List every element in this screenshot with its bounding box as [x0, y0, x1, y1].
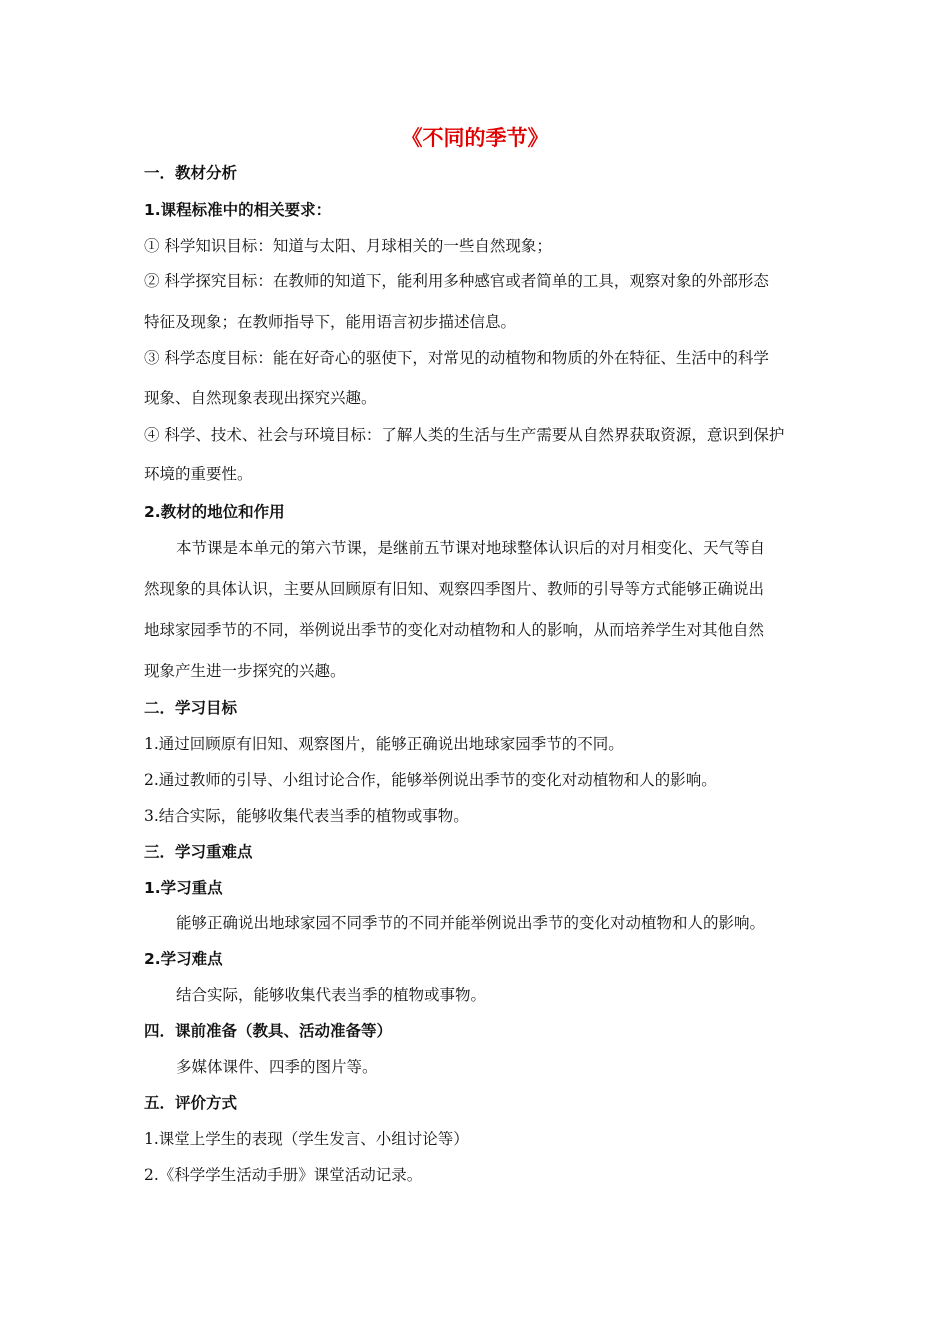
section-heading-key-points: 三．学习重难点 [144, 843, 253, 861]
subheading-material-role: 2.教材的地位和作用 [144, 503, 285, 521]
requirement-line: 特征及现象；在教师指导下，能用语言初步描述信息。 [144, 313, 517, 331]
requirement-line: ② 科学探究目标：在教师的知道下，能利用多种感官或者简单的工具，观察对象的外部形态 [144, 272, 769, 290]
requirement-line: ③ 科学态度目标：能在好奇心的驱使下，对常见的动植物和物质的外在特征、生活中的科学 [144, 349, 769, 367]
requirement-line: 环境的重要性。 [144, 465, 253, 483]
paragraph-line: 现象产生进一步探究的兴趣。 [144, 662, 346, 680]
subheading-curriculum-requirements: 1.课程标准中的相关要求： [144, 201, 332, 219]
requirement-line: 现象、自然现象表现出探究兴趣。 [144, 389, 377, 407]
requirement-line: ④ 科学、技术、社会与环境目标：了解人类的生活与生产需要从自然界获取资源，意识到保护 [144, 426, 785, 444]
difficult-point-text: 结合实际，能够收集代表当季的植物或事物。 [176, 986, 487, 1004]
paragraph-line: 地球家园季节的不同，举例说出季节的变化对动植物和人的影响，从而培养学生对其他自然 [144, 621, 765, 639]
objective-item: 1.通过回顾原有旧知、观察图片，能够正确说出地球家园季节的不同。 [144, 735, 624, 753]
objective-item: 2.通过教师的引导、小组讨论合作，能够举例说出季节的变化对动植物和人的影响。 [144, 771, 717, 789]
paragraph-line: 本节课是本单元的第六节课，是继前五节课对地球整体认识后的对月相变化、天气等自 [176, 539, 766, 557]
document-title: 《不同的季节》 [401, 126, 549, 150]
section-heading-analysis: 一．教材分析 [144, 164, 238, 182]
section-heading-objectives: 二．学习目标 [144, 699, 238, 717]
subheading-difficult-point: 2.学习难点 [144, 950, 223, 968]
evaluation-item: 1.课堂上学生的表现（学生发言、小组讨论等） [144, 1130, 469, 1148]
requirement-line: ① 科学知识目标：知道与太阳、月球相关的一些自然现象； [144, 237, 552, 255]
preparation-text: 多媒体课件、四季的图片等。 [176, 1058, 378, 1076]
evaluation-item: 2.《科学学生活动手册》课堂活动记录。 [144, 1166, 423, 1184]
key-point-text: 能够正确说出地球家园不同季节的不同并能举例说出季节的变化对动植物和人的影响。 [176, 914, 766, 932]
paragraph-line: 然现象的具体认识，主要从回顾原有旧知、观察四季图片、教师的引导等方式能够正确说出 [144, 580, 765, 598]
subheading-key-point: 1.学习重点 [144, 879, 223, 897]
section-heading-preparation: 四．课前准备（教具、活动准备等） [144, 1022, 393, 1040]
section-heading-evaluation: 五．评价方式 [144, 1094, 238, 1112]
objective-item: 3.结合实际，能够收集代表当季的植物或事物。 [144, 807, 469, 825]
